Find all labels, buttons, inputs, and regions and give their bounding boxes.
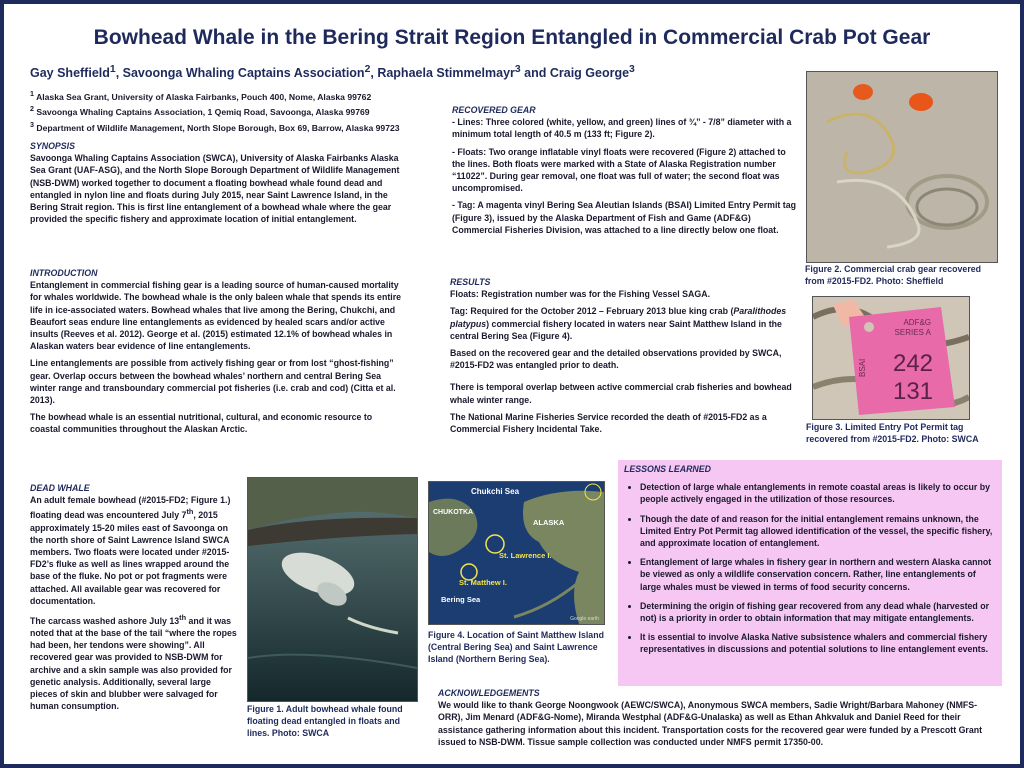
map-label-chukotka: CHUKOTKA — [433, 509, 474, 516]
whale-photo-illustration — [248, 478, 417, 701]
acknowledgements-section — [438, 687, 994, 748]
list-item: • Determining the origin of fishing gear recovered from any dead whale (harvested or not) is a priority in order to obtain information that may mitigate entanglements. — [640, 600, 996, 624]
tag-text-line1: ADF&G — [903, 318, 931, 327]
author-sup: 3 — [514, 64, 521, 75]
recovered-gear-section — [452, 104, 797, 241]
map-illustration — [429, 482, 604, 624]
paragraph: Based on the recovered gear and the detailed observations provided by SWCA, #2015-FD2 was entangled prior to death. — [450, 348, 782, 371]
tag-photo-illustration — [813, 297, 969, 419]
synopsis-section — [30, 140, 402, 225]
figure4-map — [428, 481, 605, 625]
tag-number-bottom: 131 — [892, 378, 934, 405]
paragraph: The bowhead whale is an essential nutritional, cultural, and economic resource to coastal communities throughout the Alaskan Arctic. — [30, 412, 373, 435]
affiliation: $^3$ Department of Wildlife Management, North Slope Borough, Box 69, Barrow, Alaska 99723 — [30, 120, 400, 133]
introduction-section — [30, 267, 402, 441]
map-label-alaska: ALASKA — [533, 518, 565, 527]
gear-item: - Tag: A magenta vinyl Bering Sea Aleutian Islands (BSAI) Limited Entry Permit tag (Figure 3), issued by the Alaska Department of Fish and Game (ADF&G) Commercial Fisheries Division, was attached to a line directly below one float. — [452, 200, 796, 235]
gear-item: - Lines: Three colored (white, yellow, and green) lines of ¾” - 7/8” diameter with a minimum total length of 40.5 m (133 ft; Figure 2). — [452, 117, 792, 140]
tag-side-text: BSAI — [858, 358, 867, 377]
section-heading: RECOVERED GEAR — [452, 105, 536, 115]
author-name: and Craig George — [520, 66, 630, 81]
synopsis-text: Savoonga Whaling Captains Association (SWCA), University of Alaska Fairbanks Alaska Sea Grant (UAF-ASG), and the North Slope Borough Department of Wildlife Management (NSB-DWM) worked together to document a floating bowhead whale found dead and entangled in nylon line and floats during July 2015, near Saint Lawrence Island, in the Bering Strait region. This is first line entanglement of a bowhead whale where the gear provided the specific fishery and approximate location of initial entanglement. — [30, 153, 400, 225]
list-item: • Detection of large whale entanglements in remote coastal areas is likely to occur by people actively engaged in the utilization of those resources. — [640, 481, 996, 505]
paragraph: Floats: Registration number was for the Fishing Vessel SAGA. — [450, 289, 711, 300]
paragraph: Entanglement in commercial fishing gear is a leading source of human-caused mortality for whales worldwide. The bowhead whale is the only baleen whale that spends its entire life in ice-associated waters. Bowhead whales that live among the Bering, Chukchi, and Beaufort seas endure line entanglements as evidenced by healed scars and/or active insults (Reeves et al. 2012). George et al. (2015) estimated 12.1% of bowhead whales in Alaskan waters bear evidence of line entanglements. — [30, 280, 402, 352]
paragraph: An adult female bowhead (#2015-FD2; Figure 1.) floating dead was encountered July 7th, 2015 approximately 15-20 miles east of Savoonga on the north shore of Saint Lawrence Island SWCA members. Two floats were located under #2015-FD2’s fluke as well as lines wrapped around the base of the fluke. No pot or pot fragments were attached. All available gear was recovered for documentation. — [30, 495, 231, 606]
map-label-st-lawrence: St. Lawrence I. — [499, 551, 552, 560]
figure3-photo — [812, 296, 970, 420]
list-item: • Entanglement of large whales in fishery gear in northern and western Alaska cannot be viewed as only a wildlife conservation concern. Rather, line entanglements of large whales must be viewed in terms of food security concerns. — [640, 556, 996, 593]
author-sup: 2 — [364, 64, 371, 75]
paragraph: Tag: Required for the October 2012 – February 2013 blue king crab (Paralithodes platypus) commercial fishery located in waters near Saint Matthew Island in the central Bering Sea (Figure 4). — [450, 306, 787, 341]
figure3-caption: Figure 3. Limited Entry Pot Permit tag recovered from #2015-FD2. Photo: SWCA — [806, 422, 979, 444]
affiliations — [30, 88, 400, 134]
figure2-photo — [806, 71, 998, 263]
author-line — [30, 64, 635, 80]
list-item: • It is essential to involve Alaska Native subsistence whalers and commercial fishery representatives in discussions and potential solutions to line entanglement events. — [640, 631, 996, 655]
gear-photo-illustration — [807, 72, 997, 262]
tag-number-top: 242 — [892, 350, 934, 377]
section-heading: LESSONS LEARNED — [624, 464, 712, 474]
results-section — [450, 276, 795, 440]
acknowledgements-text: We would like to thank George Noongwook (AEWC/SWCA), Anonymous SWCA members, Sadie Wright/Barbara Mahoney (NMFS-ORR), Jim Menard (ADF&G-Nome), Miranda Westphal (ADF&G-Unalaska) as well as Ethan Ahkvaluk and Daniel Reed for their assistance gathering information about this incident. Transportation costs for the recovered gear were funded by a Prescott Grant issued to NSB-DWM. Tissue sample collection was conducted under NMFS permit 17350-00. — [438, 700, 983, 747]
paragraph: The National Marine Fisheries Service recorded the death of #2015-FD2 as a Commercial Fishery Incidental Take. — [450, 411, 767, 435]
paragraph: The carcass washed ashore July 13th and it was noted that at the base of the tail “where the ropes had been, her tendons were showing”. All recovered gear was provided to NSB-DWM for archive and a skin sample was also provided for genetic analysis. Additionally, several large pieces of skin and blubber were salvaged for human consumption. — [30, 612, 237, 712]
author-sup: 3 — [629, 64, 635, 75]
section-heading: INTRODUCTION — [30, 268, 98, 278]
section-heading: DEAD WHALE — [30, 483, 90, 493]
gear-item: - Floats: Two orange inflatable vinyl floats were recovered (Figure 2) attached to the lines. Both floats were marked with a State of Alaska Registration number “11022”. During gear removal, one float was full of water; the second float was uncompromised. — [452, 146, 786, 194]
section-heading: ACKNOWLEDGEMENTS — [438, 688, 540, 698]
figure4-caption: Figure 4. Location of Saint Matthew Island (Central Bering Sea) and Saint Lawrence Island (Northern Bering Sea). — [428, 630, 604, 664]
author-name: , Savoonga Whaling Captains Association — [115, 66, 365, 81]
figure1-photo — [247, 477, 418, 702]
list-item: • Though the date of and reason for the initial entanglement remains unknown, the Limited Entry Pot Permit tag allowed identification of the vessel, the specific fishery, and approximate location of entanglement. — [640, 513, 996, 550]
author-sup: 1 — [109, 64, 116, 75]
map-label-bering: Bering Sea — [441, 595, 481, 604]
section-heading: SYNOPSIS — [30, 141, 75, 151]
map-label-google: Google earth — [570, 616, 599, 622]
author-name: Gay Sheffield — [30, 66, 110, 81]
paragraph: There is temporal overlap between active commercial crab fisheries and bowhead whale winter range. — [450, 382, 792, 405]
dead-whale-section — [30, 482, 240, 718]
affiliation: $^2$ Savoonga Whaling Captains Association, 1 Qemiq Road, Savoonga, Alaska 99769 — [30, 105, 370, 118]
affiliation: $^1$ Alaska Sea Grant, University of Alaska Fairbanks, Pouch 400, Nome, Alaska 99762 — [30, 90, 372, 102]
map-label-chukchi: Chukchi Sea — [471, 487, 520, 496]
map-label-st-matthew: St. Matthew I. — [459, 578, 507, 587]
paragraph: Line entanglements are possible from actively fishing gear or from lost “ghost-fishing” gear. Overlap occurs between the bowhead whales’ northern and central Bering Sea winter range and transboundary commercial pot fisheries (i.e. crab and cod) (Citta et al. 2013). — [30, 358, 396, 406]
figure2-caption: Figure 2. Commercial crab gear recovered from #2015-FD2. Photo: Sheffield — [805, 264, 982, 286]
figure1-caption: Figure 1. Adult bowhead whale found floating dead entangled in floats and lines. Photo: SWCA — [247, 704, 403, 738]
author-name: , Raphaela Stimmelmayr — [370, 66, 515, 81]
lessons-list — [624, 481, 996, 655]
tag-text-line2: SERIES A — [894, 328, 931, 337]
section-heading: RESULTS — [450, 277, 491, 287]
lessons-box — [618, 460, 1002, 686]
poster-title: Bowhead Whale in the Bering Strait Region Entangled in Commercial Crab Pot Gear — [93, 26, 931, 49]
